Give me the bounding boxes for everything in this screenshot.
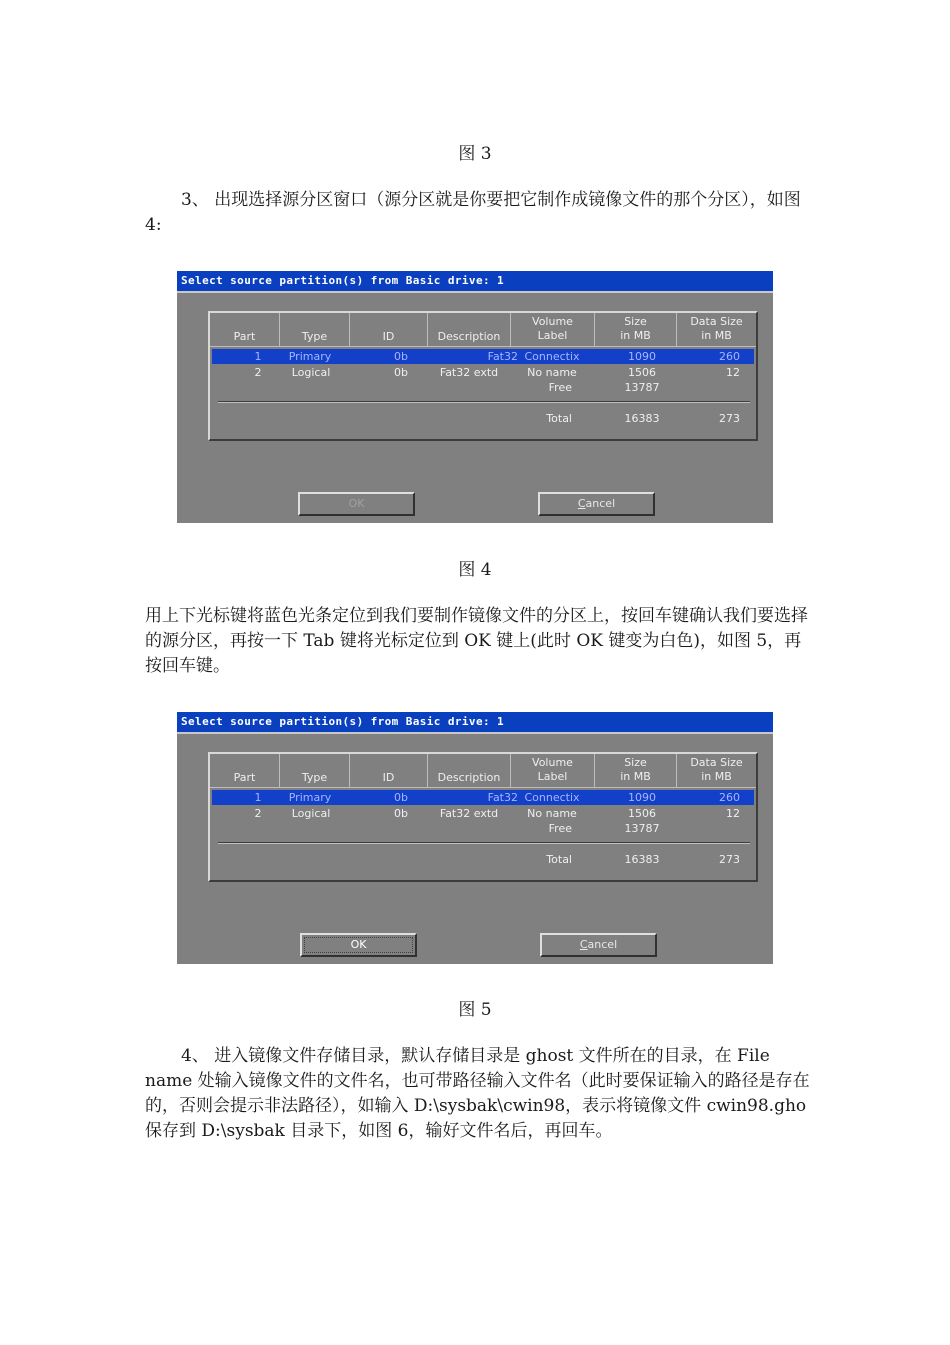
free-row — [212, 380, 754, 395]
header-data-line1: Data Size — [690, 314, 743, 328]
cell-id: 0b — [394, 366, 408, 379]
cell-size: 1090 — [628, 791, 656, 804]
paragraph-step-3: 3、 出现选择源分区窗口（源分区就是你要把它制作成镜像文件的那个分区），如图 4: — [145, 190, 801, 235]
cell-part: 2 — [254, 807, 262, 820]
partition-row[interactable] — [212, 365, 754, 380]
cell-size: 1506 — [628, 366, 656, 379]
header-size — [595, 313, 677, 347]
header-part: Part — [210, 313, 280, 347]
header-volume-line2: Label — [537, 328, 568, 342]
header-data-size — [677, 313, 756, 347]
paragraph-after-figure-4: 用上下光标键将蓝色光条定位到我们要制作镜像文件的分区上，按回车键确认我们要选择的源分区，再按一下 Tab 键将光标定位到 OK 键上(此时 OK 键变为白色)，如图 5，再按回车键。 — [145, 606, 808, 676]
table-divider — [218, 401, 750, 403]
cell-size: 1090 — [628, 350, 656, 363]
cell-part: 1 — [254, 791, 262, 804]
cell-type: Primary — [288, 791, 332, 804]
cancel-hotkey: C — [577, 497, 586, 510]
cell-description: Fat32 — [487, 350, 518, 363]
header-data-line2: in MB — [701, 328, 732, 342]
header-id: ID — [350, 754, 428, 788]
header-size-line2: in MB — [620, 328, 651, 342]
ok-button[interactable]: OK — [300, 933, 417, 957]
cell-id: 0b — [394, 350, 408, 363]
figure-caption-3: 图 3 — [458, 144, 492, 164]
free-label: Free — [548, 822, 572, 835]
dialog-title: Select source partition(s) from Basic drive: 1 — [177, 712, 773, 734]
header-description: Description — [428, 754, 511, 788]
partition-row-selected[interactable] — [212, 790, 754, 805]
header-id: ID — [350, 313, 428, 347]
total-row — [212, 411, 754, 426]
free-size: 13787 — [624, 822, 660, 835]
figure-caption-5: 图 5 — [458, 1000, 492, 1020]
header-volume-label — [511, 754, 595, 788]
cell-id: 0b — [394, 791, 408, 804]
cell-label: Connectix — [524, 791, 580, 804]
partition-table — [208, 311, 758, 441]
cell-part: 2 — [254, 366, 262, 379]
header-volume-line1: Volume — [532, 755, 573, 769]
ghost-dialog-figure-4 — [177, 271, 773, 523]
cell-description: Fat32 extd — [439, 807, 499, 820]
cancel-label-rest: ancel — [587, 938, 618, 951]
total-size: 16383 — [624, 853, 660, 866]
header-volume-line1: Volume — [532, 314, 573, 328]
paragraph-step-4: 4、 进入镜像文件存储目录，默认存储目录是 ghost 文件所在的目录，在 File name 处输入镜像文件的文件名，也可带路径输入文件名（此时要保证输入的路径是存在的，否则会提示非法路径），如输入 D:\sysbak\cwin98，表示将镜像文件 cwin98.gho 保存到 D:\sysbak 目录下，如图 6，输好文件名后，再回车。 — [145, 1046, 810, 1141]
header-part: Part — [210, 754, 280, 788]
cell-size: 1506 — [628, 807, 656, 820]
total-data: 273 — [719, 412, 740, 425]
cell-description: Fat32 extd — [439, 366, 499, 379]
partition-table — [208, 752, 758, 882]
cell-label: Connectix — [524, 350, 580, 363]
header-data-line2: in MB — [701, 769, 732, 783]
cancel-label-rest: ancel — [585, 497, 616, 510]
cell-type: Primary — [288, 350, 332, 363]
cell-part: 1 — [254, 350, 262, 363]
free-label: Free — [548, 381, 572, 394]
cell-label: No name — [527, 366, 577, 379]
cell-description: Fat32 — [487, 791, 518, 804]
header-size — [595, 754, 677, 788]
total-size: 16383 — [624, 412, 660, 425]
header-type: Type — [280, 754, 350, 788]
cell-data: 12 — [726, 807, 740, 820]
cancel-button[interactable] — [540, 933, 657, 957]
cancel-button[interactable] — [538, 492, 655, 516]
header-size-line2: in MB — [620, 769, 651, 783]
total-data: 273 — [719, 853, 740, 866]
total-label: Total — [546, 853, 572, 866]
table-divider — [218, 842, 750, 844]
ghost-dialog-figure-5 — [177, 712, 773, 964]
header-description: Description — [428, 313, 511, 347]
total-row — [212, 852, 754, 867]
cell-data: 260 — [719, 791, 740, 804]
partition-row-selected[interactable] — [212, 349, 754, 364]
cell-type: Logical — [291, 807, 331, 820]
cell-type: Logical — [291, 366, 331, 379]
cell-label: No name — [527, 807, 577, 820]
cancel-hotkey: C — [579, 938, 588, 951]
cell-data: 12 — [726, 366, 740, 379]
cell-data: 260 — [719, 350, 740, 363]
ok-button[interactable]: OK — [298, 492, 415, 516]
header-volume-label — [511, 313, 595, 347]
header-type: Type — [280, 313, 350, 347]
header-volume-line2: Label — [537, 769, 568, 783]
total-label: Total — [546, 412, 572, 425]
figure-caption-4: 图 4 — [458, 560, 492, 580]
free-row — [212, 821, 754, 836]
header-size-line1: Size — [624, 314, 647, 328]
partition-row[interactable] — [212, 806, 754, 821]
cell-id: 0b — [394, 807, 408, 820]
free-size: 13787 — [624, 381, 660, 394]
dialog-title: Select source partition(s) from Basic drive: 1 — [177, 271, 773, 293]
header-data-size — [677, 754, 756, 788]
header-size-line1: Size — [624, 755, 647, 769]
header-data-line1: Data Size — [690, 755, 743, 769]
